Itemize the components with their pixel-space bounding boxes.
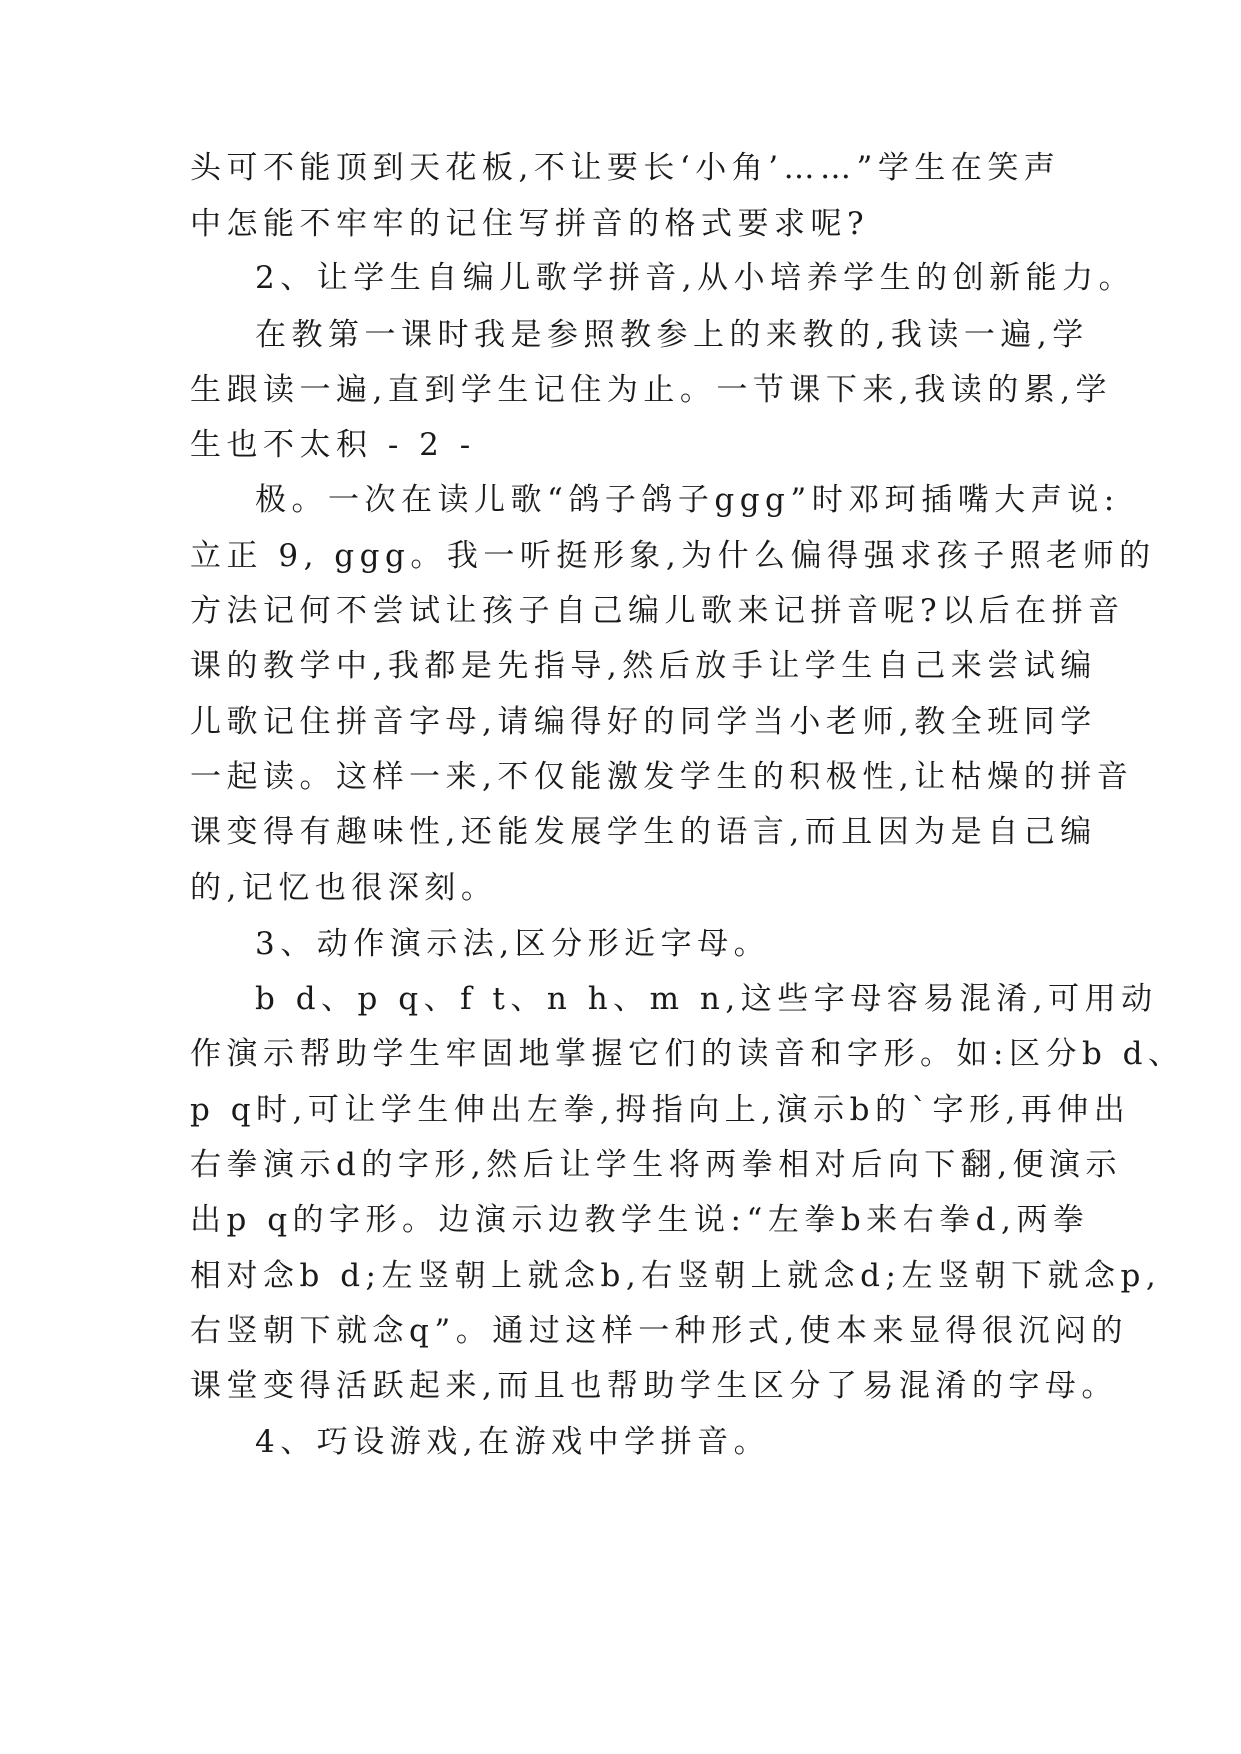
section-heading-4: 4、巧设游戏,在游戏中学拼音。 [255,1424,771,1460]
text-line: p q时,可让学生伸出左拳,拇指向上,演示b的`字形,再伸出 [190,1092,1131,1128]
text-line: 生跟读一遍,直到学生记住为止。一节课下来,我读的累,学 [190,372,1113,408]
text-line: 相对念b d;左竖朝上就念b,右竖朝上就念d;左竖朝下就念p, [190,1258,1162,1294]
text-line: 课变得有趣味性,还能发展学生的语言,而且因为是自己编 [190,814,1097,850]
text-line: 右竖朝下就念q”。通过这样一种形式,使本来显得很沉闷的 [190,1313,1129,1349]
text-line: 方法记何不尝试让孩子自己编儿歌来记拼音呢?以后在拼音 [190,593,1125,629]
text-line: 一起读。这样一来,不仅能激发学生的积极性,让枯燥的拼音 [190,759,1134,795]
text-line: 课的教学中,我都是先指导,然后放手让学生自己来尝试编 [190,648,1097,684]
text-line: 极。一次在读儿歌“鸽子鸽子ggg”时邓珂插嘴大声说: [255,482,1120,518]
text-line: 在教第一课时我是参照教参上的来教的,我读一遍,学 [255,317,1089,353]
text-line: 作演示帮助学生牢固地掌握它们的读音和字形。如:区分b d、 [190,1036,1185,1072]
text-line: 头可不能顶到天花板,不让要长‘小角’……”学生在笑声 [190,150,1061,186]
text-line: 右拳演示d的字形,然后让学生将两拳相对后向下翻,便演示 [190,1147,1123,1183]
text-line: b d、p q、f t、n h、m n,这些字母容易混淆,可用动 [255,981,1158,1017]
section-heading-2: 2、让学生自编儿歌学拼音,从小培养学生的创新能力。 [255,260,1136,296]
text-line: 中怎能不牢牢的记住写拼音的格式要求呢? [190,206,870,242]
text-line: 儿歌记住拼音字母,请编得好的同学当小老师,教全班同学 [190,704,1097,740]
text-line: 的,记忆也很深刻。 [190,870,498,906]
page-number-line: 生也不太积 - 2 - [190,427,476,463]
text-line: 出p q的字形。边演示边教学生说:“左拳b来右拳d,两拳 [190,1202,1090,1238]
section-heading-3: 3、动作演示法,区分形近字母。 [255,926,771,962]
text-line: 课堂变得活跃起来,而且也帮助学生区分了易混淆的字母。 [190,1368,1118,1404]
text-line: 立正 9, ggg。我一听挺形象,为什么偏得强求孩子照老师的 [190,538,1156,574]
